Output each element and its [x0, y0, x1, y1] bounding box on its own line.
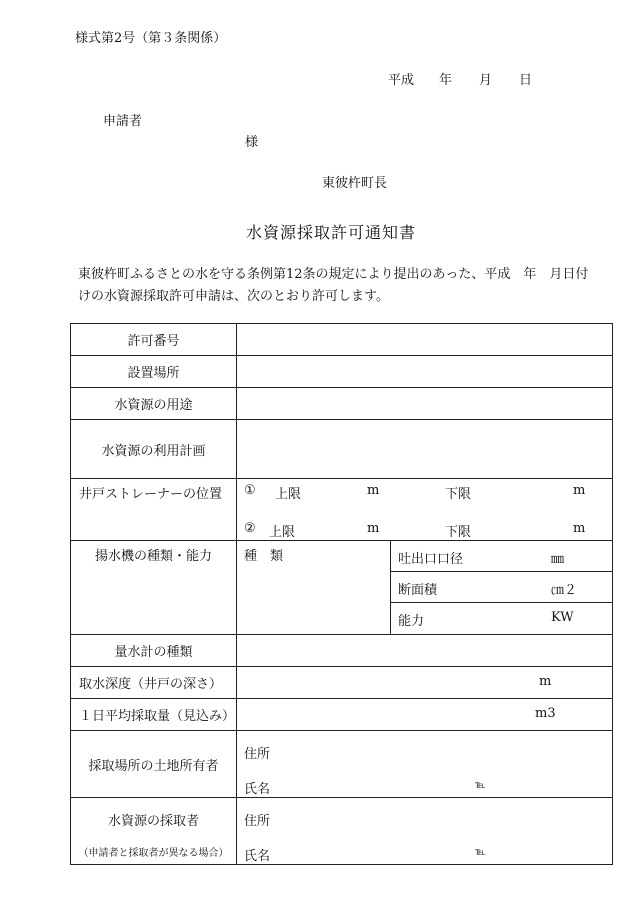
row-depth — [71, 667, 613, 699]
plan-label: 水資源の利用計画 — [71, 420, 237, 479]
pump-label: 揚水機の種類・能力 — [71, 541, 237, 635]
usage-label: 水資源の用途 — [71, 388, 237, 420]
depth-value[interactable] — [237, 667, 613, 699]
row-collector — [71, 798, 613, 865]
daily-value[interactable] — [237, 699, 613, 731]
strainer-row1-no: ① — [244, 483, 256, 498]
owner-value[interactable] — [237, 731, 613, 798]
strainer-label-cell — [71, 479, 237, 541]
location-label: 設置場所 — [71, 356, 237, 388]
pump-area-label: 断面積 — [398, 583, 438, 598]
strainer-value[interactable] — [237, 479, 613, 541]
row-owner — [71, 731, 613, 798]
location-value[interactable] — [237, 356, 613, 388]
row-meter — [71, 635, 613, 667]
pump-type-label: 種 類 — [244, 549, 284, 564]
row-location — [71, 356, 613, 388]
usage-value[interactable] — [237, 388, 613, 420]
pump-area-unit: ㎝２ — [551, 583, 578, 598]
strainer-row2-lower: 下限 — [445, 525, 472, 540]
applicant-label: 申請者 — [103, 114, 143, 129]
pump-type-cell[interactable] — [237, 541, 391, 635]
owner-name-label: 氏名 — [244, 782, 271, 797]
daily-label: １日平均採取量（見込み） — [71, 699, 237, 731]
document-title: 水資源採取許可通知書 — [246, 223, 417, 242]
row-strainer — [71, 479, 613, 541]
strainer-row1-lower: 下限 — [445, 487, 472, 502]
pump-capacity-label: 能力 — [398, 614, 425, 629]
strainer-row2-lower-unit: m — [573, 521, 586, 536]
strainer-row1-upper: 上限 — [275, 487, 302, 502]
depth-unit: m — [539, 674, 552, 689]
pump-capacity-cell[interactable] — [391, 603, 613, 635]
collector-value[interactable] — [237, 798, 613, 865]
issuer: 東彼杵町長 — [322, 176, 388, 191]
owner-address-label: 住所 — [244, 747, 271, 762]
plan-value[interactable] — [237, 420, 613, 479]
pump-bore-unit: ㎜ — [551, 552, 565, 567]
strainer-row1-lower-unit: m — [573, 483, 586, 498]
collector-tel-label: ℡ — [475, 847, 486, 858]
permit-table — [70, 323, 613, 865]
collector-note: （申請者と採取者が異なる場合） — [78, 848, 229, 859]
date-era: 平成 — [388, 73, 415, 88]
form-number: 様式第2号（第３条関係） — [75, 31, 227, 46]
collector-label-cell — [71, 798, 237, 865]
strainer-row2-no: ② — [244, 521, 256, 536]
permit-no-value[interactable] — [237, 324, 613, 356]
daily-unit: m3 — [535, 706, 556, 721]
date-year: 年 — [439, 73, 453, 88]
intro-text: 東彼杵町ふるさとの水を守る条例第12条の規定により提出のあった、平成 年 月日付けの水資源採取許可申請は、次のとおり許可します。 — [78, 267, 589, 304]
row-usage — [71, 388, 613, 420]
row-permit-no — [71, 324, 613, 356]
owner-tel-label: ℡ — [475, 780, 486, 791]
date-day: 日 — [519, 73, 533, 88]
row-plan — [71, 420, 613, 479]
meter-label: 量水計の種類 — [71, 635, 237, 667]
collector-name-label: 氏名 — [244, 849, 271, 864]
pump-area-cell[interactable] — [391, 572, 613, 603]
pump-bore-cell[interactable] — [391, 541, 613, 572]
honorific: 様 — [245, 135, 259, 150]
row-daily — [71, 699, 613, 731]
row-pump-1 — [71, 541, 613, 572]
owner-label: 採取場所の土地所有者 — [71, 731, 237, 798]
meter-value[interactable] — [237, 635, 613, 667]
strainer-row2-upper: 上限 — [269, 525, 296, 540]
strainer-label: 井戸ストレーナーの位置 — [79, 487, 223, 502]
collector-label: 水資源の採取者 — [107, 814, 199, 829]
date-month: 月 — [479, 73, 493, 88]
pump-bore-label: 吐出口口径 — [398, 552, 464, 567]
strainer-row2-upper-unit: m — [367, 521, 380, 536]
pump-capacity-unit: KW — [551, 610, 574, 625]
collector-address-label: 住所 — [244, 814, 271, 829]
strainer-row1-upper-unit: m — [367, 483, 380, 498]
permit-no-label: 許可番号 — [71, 324, 237, 356]
depth-label: 取水深度（井戸の深さ） — [71, 667, 237, 699]
